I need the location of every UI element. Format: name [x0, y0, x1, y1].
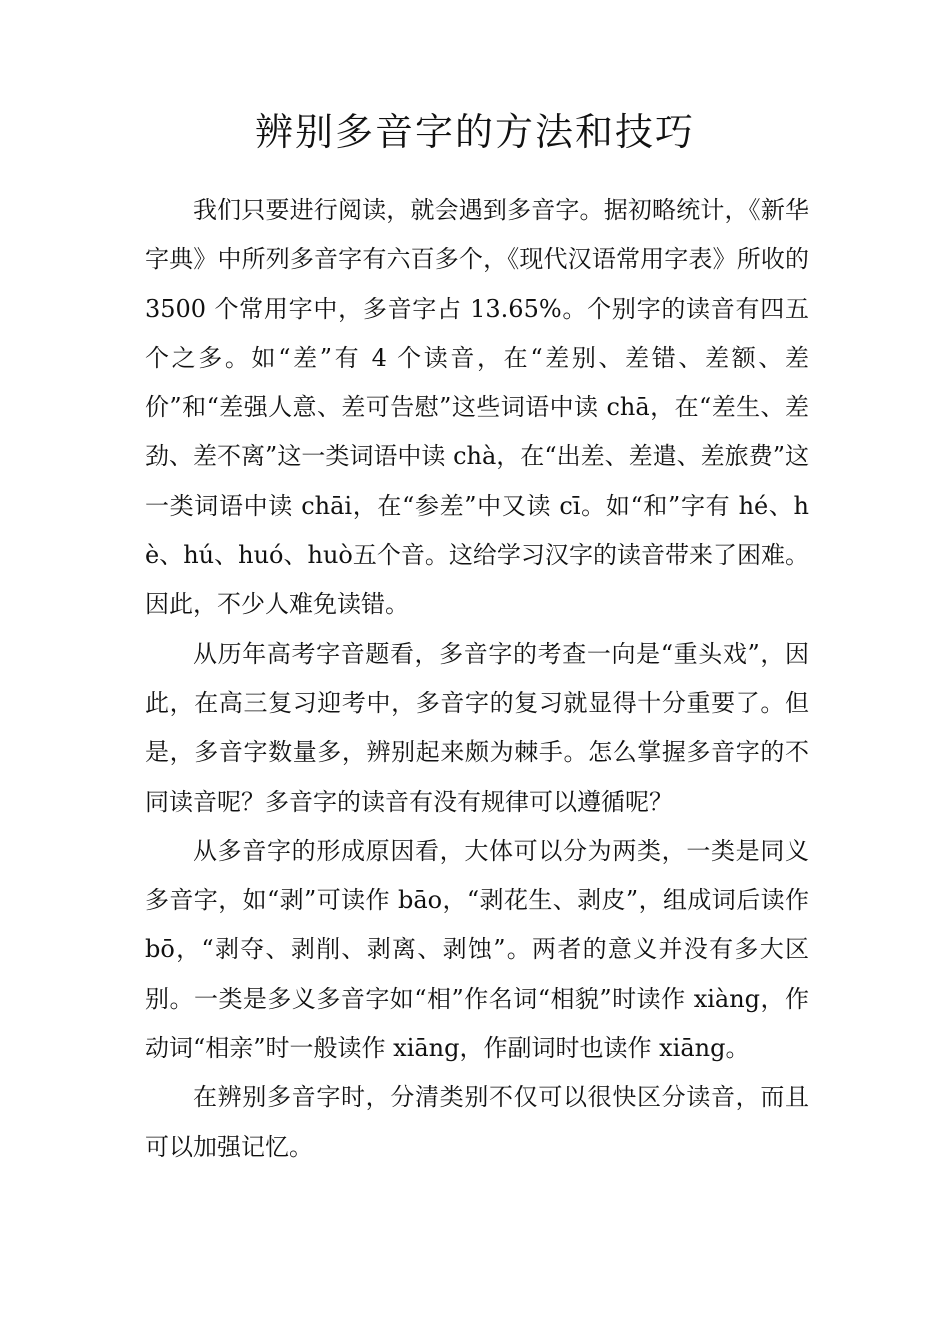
- paragraph-3: 从多音字的形成原因看，大体可以分为两类，一类是同义多音字，如“剥”可读作 bāo，“剥花生、剥皮”，组成词后读作 bō，“剥夺、剥削、剥离、剥蚀”。两者的意义并没有多大区别。一类是多义多音字如“相”作名词“相貌”时读作 xiàng，作动词“相亲”时一般读作 xiāng，作副词时也读作 xiāng。: [145, 836, 809, 1063]
- paragraph-4: 在辨别多音字时，分清类别不仅可以很快区分读音，而且可以加强记忆。: [145, 1083, 809, 1161]
- document-title: 辨别多音字的方法和技巧: [254, 110, 695, 154]
- paragraph-2: 从历年高考字音题看，多音字的考查一向是“重头戏”，因此，在高三复习迎考中，多音字的复习就显得十分重要了。但是，多音字数量多，辨别起来颇为棘手。怎么掌握多音字的不同读音呢？多音字的读音有没有规律可以遵循呢？: [145, 639, 809, 816]
- paragraph-1: 我们只要进行阅读，就会遇到多音字。据初略统计，《新华字典》中所列多音字有六百多个，《现代汉语常用字表》所收的 3500 个常用字中，多音字占 13.65%。个别字的读音有四五个之多。如“差”有 4 个读音，在“差别、差错、差额、差价”和“差强人意、差可告慰”这些词语中读 chā，在“差生、差劲、差不离”这一类词语中读 chà，在“出差、差遣、差旅费”这一类词语中读 chāi，在“参差”中又读 cī。如“和”字有 hé、hè、hú、huó、huò五个音。这给学习汉字的读音带来了困难。因此，不少人难免读错。: [145, 196, 809, 619]
- document-body: [145, 186, 809, 1172]
